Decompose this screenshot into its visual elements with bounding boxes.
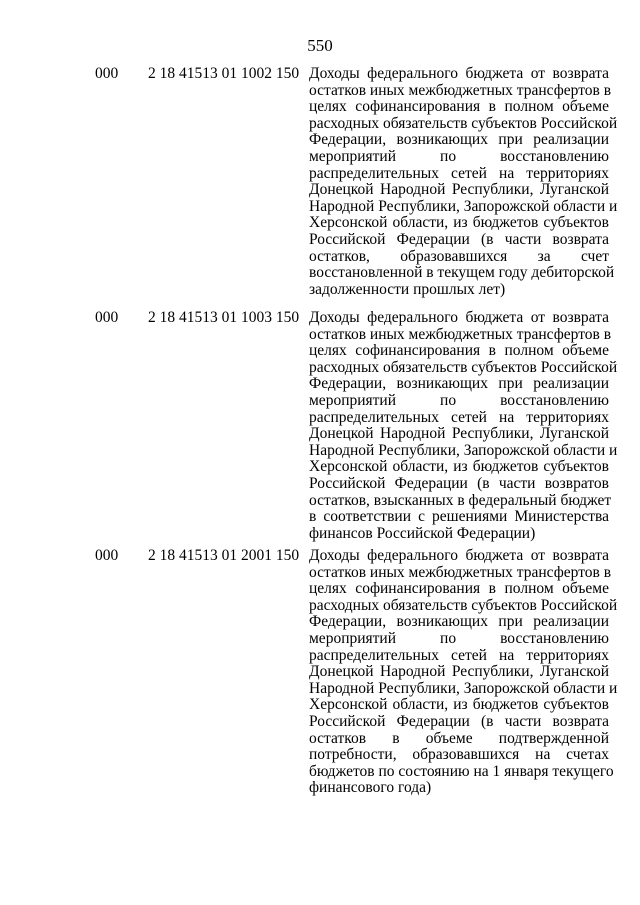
description-line: Федерации, возникающих при реализации <box>309 131 609 149</box>
description-line: Донецкой Народной Республики, Луганской <box>309 181 609 199</box>
description-line: целях софинансирования в полном объеме <box>309 580 609 598</box>
description-line: целях софинансирования в полном объеме <box>309 342 609 360</box>
description-line: расходных обязательств субъектов Российской <box>309 596 618 614</box>
description-line: мероприятий по восстановлению <box>309 391 609 409</box>
description-line: Доходы федерального бюджета от возврата <box>309 547 609 564</box>
description-line: распределительных сетей на территориях <box>309 646 609 664</box>
description-line: Херсонской области, из бюджетов субъектов <box>309 696 609 714</box>
description-line: Российской Федерации (в части возврата <box>309 230 609 248</box>
entry-description <box>309 65 618 298</box>
description-line: Доходы федерального бюджета от возврата <box>309 309 609 326</box>
budget-classification-code: 2 18 41513 01 1002 150 <box>148 65 300 82</box>
description-line: бюджетов по состоянию на 1 января текущего <box>309 762 614 780</box>
description-line: потребности, образовавшихся на счетах <box>309 746 609 764</box>
description-line: восстановленной в текущем году дебиторской <box>309 264 615 282</box>
description-line: Донецкой Народной Республики, Луганской <box>309 425 609 443</box>
description-line: Доходы федерального бюджета от возврата <box>309 65 609 82</box>
description-line: Российской Федерации (в части возврата <box>309 712 609 730</box>
description-line: расходных обязательств субъектов Российской <box>309 358 618 376</box>
description-line: распределительных сетей на территориях <box>309 408 609 426</box>
description-line: в соответствии с решениями Министерства <box>309 508 609 526</box>
description-line: мероприятий по восстановлению <box>309 629 609 647</box>
admin-code: 000 <box>95 547 119 564</box>
description-line: распределительных сетей на территориях <box>309 164 609 182</box>
description-line: остатков в объеме подтвержденной <box>309 729 609 747</box>
description-line: Народной Республики, Запорожской области и <box>309 197 618 215</box>
entry-description <box>309 309 618 542</box>
description-line: Российской Федерации (в части возвратов <box>309 474 609 492</box>
description-line: задолженности прошлых лет) <box>309 280 506 298</box>
description-line: мероприятий по восстановлению <box>309 147 609 165</box>
description-line: финансового года) <box>309 779 432 797</box>
description-line: Народной Республики, Запорожской области и <box>309 679 618 697</box>
description-line: Федерации, возникающих при реализации <box>309 375 609 393</box>
budget-classification-code: 2 18 41513 01 1003 150 <box>148 309 300 326</box>
description-line: остатков иных межбюджетных трансфертов в <box>309 325 612 343</box>
description-line: Народной Республики, Запорожской области и <box>309 441 618 459</box>
description-line: Херсонской области, из бюджетов субъектов <box>309 214 609 232</box>
description-line: финансов Российской Федерации) <box>309 524 536 542</box>
description-line: расходных обязательств субъектов Российской <box>309 114 618 132</box>
description-line: остатков, образовавшихся за счет <box>309 247 609 265</box>
admin-code: 000 <box>95 309 119 326</box>
description-line: остатков, взысканных в федеральный бюджет <box>309 491 612 509</box>
budget-classification-code: 2 18 41513 01 2001 150 <box>148 547 300 564</box>
page-number: 550 <box>307 36 333 55</box>
entry-description <box>309 547 618 797</box>
description-line: остатков иных межбюджетных трансфертов в <box>309 563 612 581</box>
description-line: целях софинансирования в полном объеме <box>309 98 609 116</box>
description-line: Федерации, возникающих при реализации <box>309 613 609 631</box>
description-line: Донецкой Народной Республики, Луганской <box>309 663 609 681</box>
description-line: Херсонской области, из бюджетов субъектов <box>309 458 609 476</box>
admin-code: 000 <box>95 65 119 82</box>
description-line: остатков иных межбюджетных трансфертов в <box>309 81 612 99</box>
